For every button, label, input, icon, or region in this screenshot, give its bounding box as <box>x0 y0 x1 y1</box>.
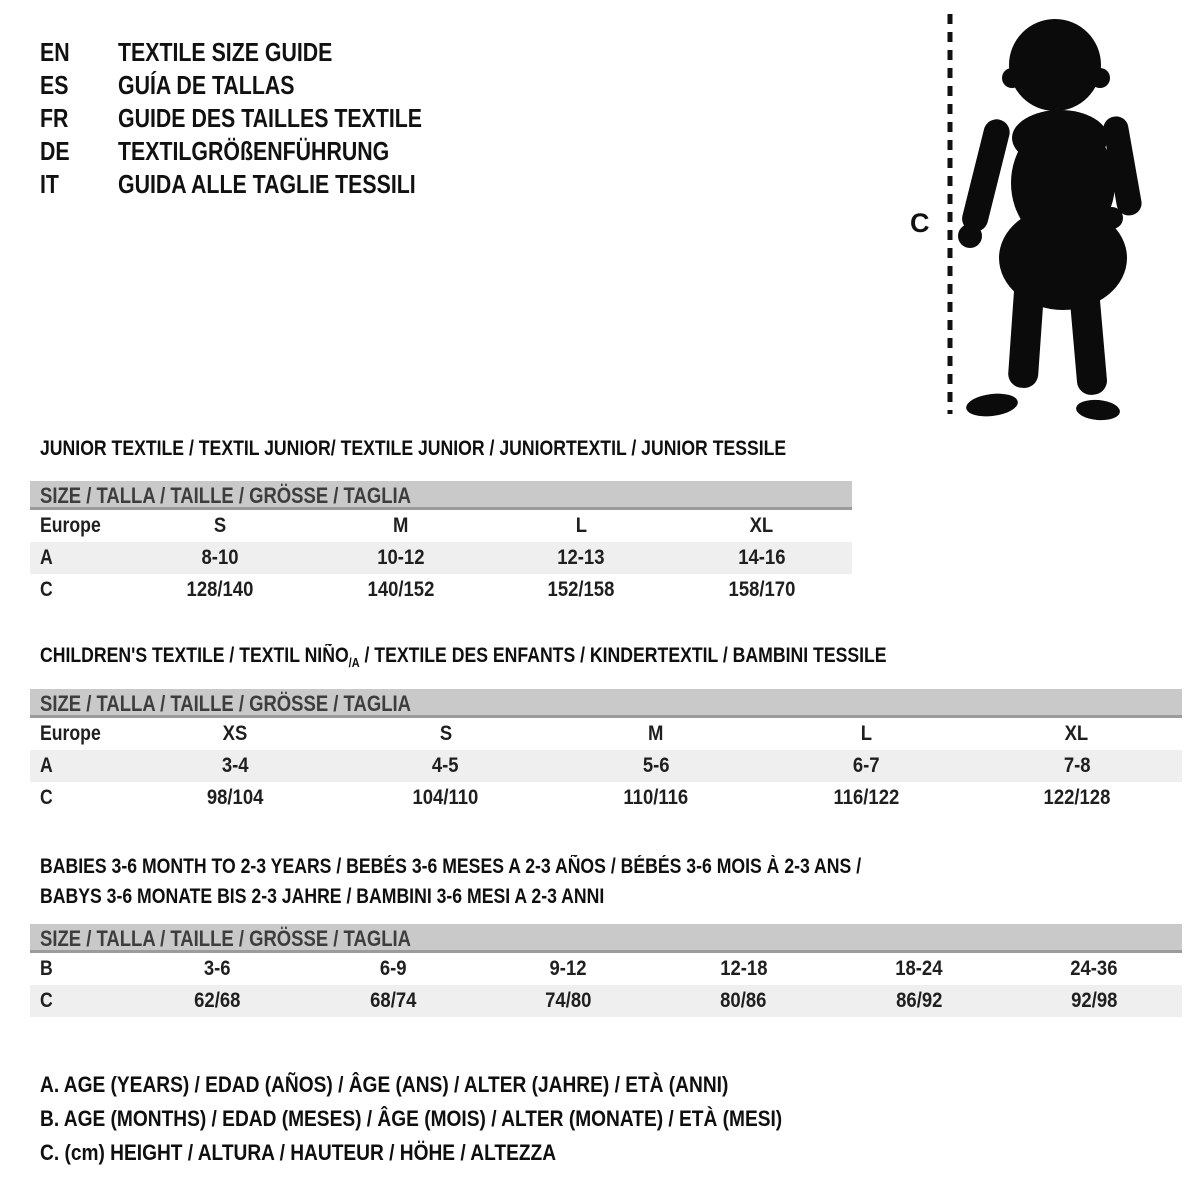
lang-code-es: ES <box>40 70 69 100</box>
table-row: Europe S M L XL <box>40 514 774 537</box>
table-row: C 62/68 68/74 74/80 80/86 86/92 92/98 <box>30 985 1182 1017</box>
legend-line-b: B. AGE (MONTHS) / EDAD (MESES) / ÂGE (MOIS) / ALTER (MONATE) / ETÀ (MESI) <box>40 1106 783 1131</box>
height-measure-label: C <box>910 208 930 238</box>
children-section-title: CHILDREN'S TEXTILE / TEXTIL $NIÑO_{/A}$ / TEXTILE DES ENFANTS / KINDERTEXTIL / BAMBINI TESSILE <box>40 644 887 671</box>
table-row: C 98/104 104/110 110/116 116/122 122/128 <box>40 786 1111 809</box>
nino-a-subscript: /A <box>348 655 360 671</box>
lang-row-es <box>40 69 489 102</box>
babies-size-header-bar: SIZE / TALLA / TAILLE / GRÖSSE / TAGLIA <box>30 924 1182 953</box>
lang-code-en: EN <box>40 37 70 67</box>
legend-line-c: C. (cm) HEIGHT / ALTURA / HAUTEUR / HÖHE / ALTEZZA <box>40 1140 557 1165</box>
legend-line-a: A. AGE (YEARS) / EDAD (AÑOS) / ÂGE (ANS) / ALTER (JAHRE) / ETÀ (ANNI) <box>40 1072 729 1097</box>
guide-title-fr: GUIDE DES TAILLES TEXTILE <box>118 103 423 133</box>
guide-title-it: GUIDA ALLE TAGLIE TESSILI <box>118 169 416 199</box>
children-size-header-bar: SIZE / TALLA / TAILLE / GRÖSSE / TAGLIA <box>30 689 1182 718</box>
language-title-list <box>40 36 489 201</box>
measure-legend <box>40 1068 893 1170</box>
guide-title-de: TEXTILGRÖßENFÜHRUNG <box>118 136 390 166</box>
babies-size-table <box>30 924 1182 1017</box>
table-row: B 3-6 6-9 9-12 12-18 18-24 24-36 <box>40 957 1118 980</box>
lang-code-fr: FR <box>40 103 69 133</box>
lang-row-en <box>40 36 489 69</box>
lang-code-de: DE <box>40 136 70 166</box>
babies-section-title: BABIES 3-6 MONTH TO 2-3 YEARS / BEBÉS 3-6 MESES A 2-3 AÑOS / BÉBÉS 3-6 MOIS À 2-3 ANS / BABYS 3-6 MONATE BIS 2-3 JAHRE / BAMBINI 3-6 MESI A 2-3 ANNI <box>40 855 862 908</box>
lang-code-it: IT <box>40 169 59 199</box>
height-figure <box>900 8 1150 423</box>
table-row: A 8-10 10-12 12-13 14-16 <box>30 542 852 574</box>
toddler-silhouette-shape <box>958 19 1143 422</box>
lang-row-it <box>40 168 489 201</box>
junior-size-header-bar: SIZE / TALLA / TAILLE / GRÖSSE / TAGLIA <box>30 481 852 510</box>
table-row: C 128/140 140/152 152/158 158/170 <box>40 578 796 601</box>
lang-row-fr <box>40 102 489 135</box>
guide-title-es: GUÍA DE TALLAS <box>118 70 295 100</box>
table-row: A 3-4 4-5 5-6 6-7 7-8 <box>30 750 1182 782</box>
guide-title-en: TEXTILE SIZE GUIDE <box>118 37 333 67</box>
junior-size-table <box>30 481 852 606</box>
junior-section-title: JUNIOR TEXTILE / TEXTIL JUNIOR/ TEXTILE JUNIOR / JUNIORTEXTIL / JUNIOR TESSILE <box>40 437 787 460</box>
children-size-table <box>30 689 1182 814</box>
table-row: Europe XS S M L XL <box>40 722 1089 745</box>
toddler-silhouette <box>900 8 1150 423</box>
lang-row-de <box>40 135 489 168</box>
